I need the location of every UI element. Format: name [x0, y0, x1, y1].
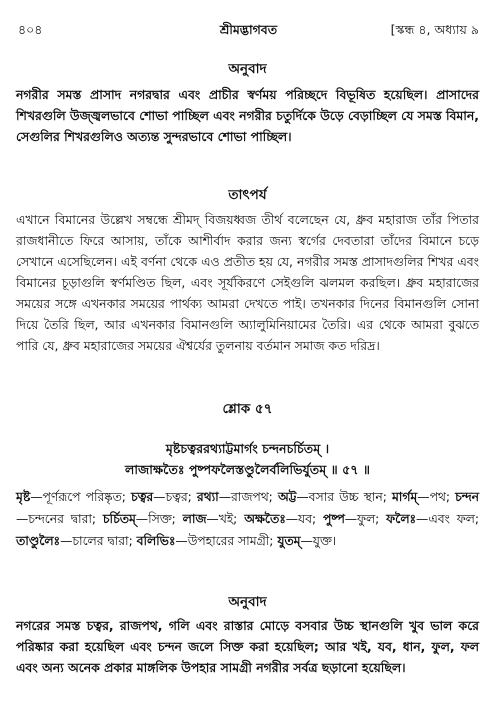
translation-text-2: নগরের সমস্ত চত্বর, রাজপথ, গলি এবং রাস্তার মোড়ে বসবার উচ্চ স্থানগুলি খুব ভাল করে পরিষ্কার করা হয়েছিল এবং চন্দন জলে সিক্ত করা হয়েছিল; আর খই, যব, ধান, ফুল, ফল এবং অন্য অনেক প্রকার মাঙ্গলিক উপহার সামগ্রী নগরীর সর্বত্র ছড়ানো হয়েছিল। — [16, 618, 479, 675]
gloss-meaning: —বসার উচ্চ স্থান; — [296, 490, 392, 504]
chapter-info: [স্কন্ধ ৪, অধ্যায় ৯ — [390, 22, 479, 37]
gloss-meaning: —পথ; — [417, 490, 456, 504]
gloss-meaning: —চত্বর; — [153, 490, 197, 504]
gloss-meaning: —ফুল; — [344, 512, 387, 526]
gloss-word: মার্গম্ — [391, 490, 418, 504]
gloss-word: রথ্যা — [196, 490, 219, 504]
gloss-meaning: —যুক্ত। — [300, 534, 337, 548]
gloss-word: পুষ্প — [322, 512, 345, 526]
gloss-meaning: —যব; — [285, 512, 323, 526]
gloss-meaning: —চালের দ্বারা; — [60, 534, 137, 548]
gloss-meaning: —খই; — [206, 512, 245, 526]
page-header — [18, 22, 479, 42]
gloss-meaning: —চন্দনের দ্বারা; — [16, 512, 103, 526]
gloss-word: বলিভিঃ — [136, 534, 176, 548]
verse-line-2: লাজাক্ষতৈঃ পুষ্পফলৈস্তণ্ডুলৈর্বলিভির্যুতম্ ॥ ৫৭ ॥ — [125, 462, 370, 477]
gloss-word: মৃষ্ট — [16, 490, 31, 504]
gloss-word: অক্ষতৈঃ — [244, 512, 286, 526]
gloss-word: চন্দন — [455, 490, 479, 504]
word-gloss — [16, 486, 479, 552]
verse-heading: শ্লোক ৫৭ — [222, 401, 273, 417]
gloss-meaning: —পূর্ণরূপে পরিষ্কৃত; — [30, 490, 131, 504]
translation-heading: অনুবাদ — [228, 61, 267, 77]
gloss-meaning: —উপহারের সামগ্রী; — [175, 534, 278, 548]
gloss-meaning: —এবং ফল; — [416, 512, 479, 526]
gloss-word: তাণ্ডুলৈঃ — [16, 534, 61, 548]
gloss-meaning: —রাজপথ; — [218, 490, 278, 504]
translation-text: নগরীর সমস্ত প্রাসাদ নগরদ্বার এবং প্রাচীর স্বর্ণময় পরিচ্ছদে বিভূষিত হয়েছিল। প্রাসাদের শিখরগুলি উজ্জ্বলভাবে শোভা পাচ্ছিল এবং নগরীর চতুর্দিকে উড়ে বেড়াচ্ছিল যে সমস্ত বিমান, সেগুলির শিখরগুলিও অত্যন্ত সুন্দরভাবে শোভা পাচ্ছিল। — [16, 87, 479, 144]
gloss-word: চর্চিতম্ — [102, 512, 136, 526]
gloss-word: অট্ট — [277, 490, 297, 504]
page-number: ৪০৪ — [18, 22, 43, 37]
gloss-word: চত্বর — [131, 490, 154, 504]
gloss-word: ফলৈঃ — [386, 512, 417, 526]
verse-block — [16, 438, 479, 480]
book-title: শ্রীমদ্ভাগবত — [219, 22, 278, 37]
verse-line-1: মৃষ্টচত্বররথ্যাট্টমার্গং চন্দনচর্চিতম্ । — [165, 441, 330, 456]
purport-text: এখানে বিমানের উল্লেখ সম্বন্ধে শ্রীমদ্ বিজয়ধ্বজ তীর্থ বলেছেন যে, ধ্রুব মহারাজ তাঁর পিতার রাজধানীতে ফিরে আসায়, তাঁকে আশীর্বাদ করার জন্য স্বর্গের দেবতারা তাঁদের বিমানে চড়ে সেখানে এসেছিলেন। এই বর্ণনা থেকে এও প্রতীত হয় যে, নগরীর সমস্ত প্রাসাদগুলির শিখর এবং বিমানের চূড়াগুলি স্বর্ণমণ্ডিত ছিল, এবং সূর্যকিরণে সেইগুলি ঝলমল করছিল। ধ্রুব মহারাজের সময়ের সঙ্গে এখনকার সময়ের পার্থক্য আমরা দেখতে পাই। তখনকার দিনের বিমানগুলি সোনা দিয়ে তৈরি ছিল, আর এখনকার বিমানগুলি অ্যালুমিনিয়ামের তৈরি। এর থেকে আমরা বুঝতে পারি যে, ধ্রুব মহারাজের সময়ের ঐশ্বর্যের তুলনায় বর্তমান সমাজ কত দরিদ্র। — [16, 212, 479, 353]
gloss-word: যুতম্ — [277, 534, 301, 548]
translation-heading-2: অনুবাদ — [228, 594, 267, 610]
gloss-meaning: —সিক্ত; — [135, 512, 183, 526]
purport-heading: তাৎপর্য — [228, 187, 267, 203]
gloss-word: লাজ — [182, 512, 207, 526]
